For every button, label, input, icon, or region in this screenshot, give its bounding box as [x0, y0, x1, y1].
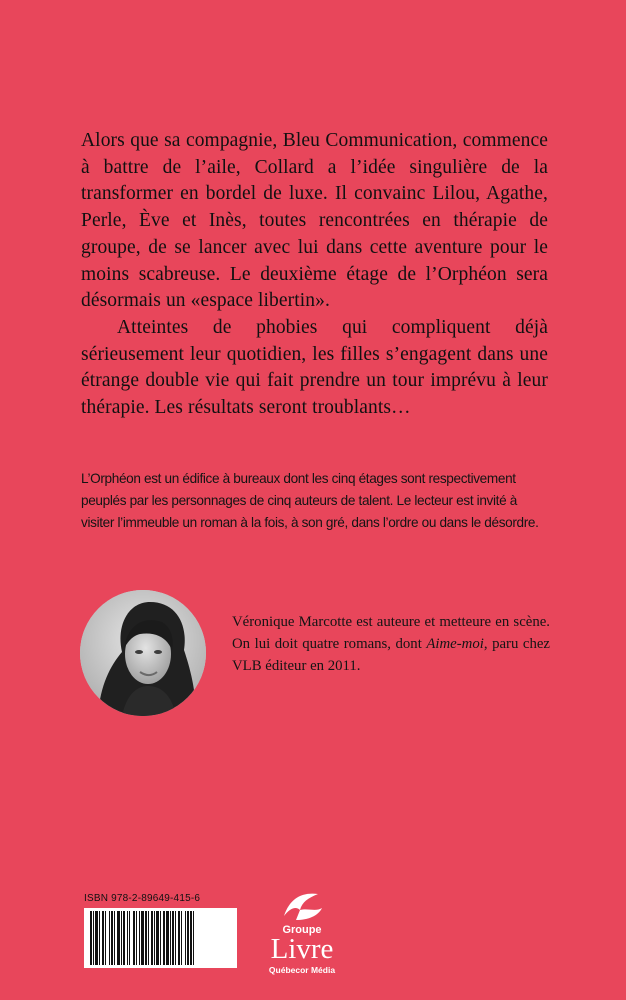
logo-media-text: Québecor Média — [268, 965, 336, 975]
author-photo — [80, 590, 206, 716]
publisher-logo — [262, 890, 342, 982]
barcode-image — [84, 908, 237, 968]
author-bio — [232, 611, 550, 678]
author-portrait-image — [80, 590, 206, 716]
barcode-block — [84, 893, 237, 968]
logo-livre-text: Livre — [270, 933, 334, 965]
author-bio-start: Véronique Marcotte est auteure et metteure en scène. On lui doit quatre romans, dont — [232, 614, 550, 653]
series-description — [81, 468, 551, 534]
isbn-number: ISBN 978-2-89649-415-6 — [84, 893, 201, 904]
author-bio-end: , paru chez VLB éditeur en 2011. — [232, 636, 550, 675]
blurb-paragraph-1: Alors que sa compagnie, Bleu Communication, commence à battre de l’aile, Collard a l’idée singulière de la transformer en bordel de luxe. Il convainc Lilou, Agathe, Perle, Ève et Inès, toutes rencontrées en thérapie de groupe, de se lancer avec lui dans cette aventure pour le moins scabreuse. Le deuxième étage de l’Orphéon sera désormais un «espace libertin». — [81, 130, 548, 312]
back-cover-blurb — [81, 128, 548, 422]
author-bio-text — [232, 611, 550, 678]
blurb-paragraph-2: Atteintes de phobies qui compliquent déjà sérieusement leur quotidien, les filles s’engagent dans une étrange double vie qui fait prendre un tour imprévu à leur thérapie. Les résultats seront troublants… — [81, 316, 548, 419]
series-text: L’Orphéon est un édifice à bureaux dont les cinq étages sont respectivement peuplés par les personnages de cinq auteurs de talent. Le lecteur est invité à visiter l’immeuble un roman à la fois, à son gré, dans l’ordre ou dans le désordre. — [81, 471, 539, 530]
logo-groupe-text: Groupe — [282, 924, 322, 936]
bird-logo-icon — [272, 890, 332, 926]
author-book-title: Aime-moi — [426, 636, 484, 653]
